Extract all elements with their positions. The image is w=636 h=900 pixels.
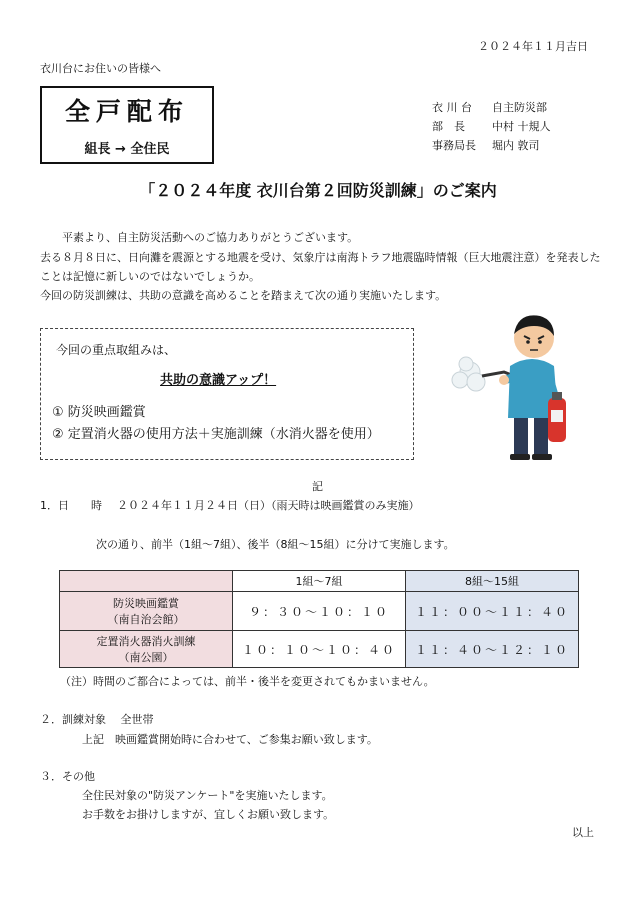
schedule-place: （南公園）: [118, 651, 174, 664]
schedule-second-time: １１：４０～１２：１０: [406, 631, 579, 668]
sender-role: 部 長: [432, 120, 465, 133]
schedule-header-blank: [60, 571, 233, 592]
sender-name: 中村 十規人: [492, 120, 551, 133]
sender-name: 自主防災部: [492, 101, 547, 114]
schedule-footnote: （注）時間のご都合によっては、前半・後半を変更されてもかまいません。: [60, 675, 435, 688]
section3-line: お手数をお掛けしますが、宜しくお願い致します。: [82, 808, 335, 821]
section2-detail: 上記 映画鑑賞開始時に合わせて、ご参集お願い致します。: [82, 733, 378, 746]
firefighting-person-illustration: [448, 296, 598, 464]
distribution-stamp: [40, 86, 214, 164]
focus-headline: 共助の意識アップ！: [160, 373, 277, 388]
focus-item: ② 定置消火器の使用方法＋実施訓練（水消火器を使用）: [52, 427, 380, 442]
sender-name: 堀内 敦司: [492, 139, 540, 152]
stamp-main: 全戸配布: [64, 97, 189, 126]
schedule-place: （南自治会館）: [107, 613, 185, 626]
sender-role: 事務局長: [432, 139, 476, 152]
schedule-event: 定置消火器消火訓練: [96, 635, 196, 648]
table-row: [60, 592, 579, 631]
section1-value: ２０２４年１１月２４日（日）（雨天時は映画鑑賞のみ実施）: [117, 499, 420, 512]
intro-line: 今回の防災訓練は、共助の意識を高めることを踏まえて次の通り実施いたします。: [40, 289, 447, 302]
sender-role: 衣 川 台: [432, 101, 472, 114]
document-title: 「２０２４年度 衣川台第２回防災訓練」のご案内: [139, 181, 497, 200]
intro-line: ことは記憶に新しいのではないでしょうか。: [40, 270, 260, 283]
section2-label: ２．訓練対象 全世帯: [40, 713, 154, 726]
schedule-first-time: １０：１０～１０：４０: [233, 631, 406, 668]
section3-line: 全住民対象の"防災アンケート"を実施いたします。: [82, 789, 333, 802]
stamp-sub: 組長 → 全住民: [84, 142, 170, 157]
schedule-event-cell: [60, 592, 233, 631]
schedule-first-time: ９：３０～１０：１０: [233, 592, 406, 631]
closing-mark: 以上: [572, 826, 594, 839]
schedule-event: 防災映画鑑賞: [113, 597, 179, 610]
intro-line: 平素より、自主防災活動へのご協力ありがとうございます。: [62, 231, 359, 244]
schedule-event-cell: [60, 631, 233, 668]
issue-date: ２０２４年１１月吉日: [478, 40, 588, 53]
schedule-header-second: 8組～15組: [406, 571, 579, 592]
ki-mark: 記: [312, 480, 323, 493]
section3-label: ３．その他: [40, 770, 95, 783]
section1-label: 1．日 時: [40, 499, 102, 512]
focus-lead: 今回の重点取組みは、: [56, 343, 177, 357]
intro-line: 去る８月８日に、日向灘を震源とする地震を受け、気象庁は南海トラフ地震臨時情報（巨大地震注意）を発表した: [40, 251, 601, 264]
schedule-second-time: １１：００～１１：４０: [406, 592, 579, 631]
schedule-header-first: 1組～7組: [233, 571, 406, 592]
table-row: [60, 631, 579, 668]
addressee: 衣川台にお住いの皆様へ: [40, 62, 161, 75]
section1-note: 次の通り、前半（1組～7組）、後半（8組～15組）に分けて実施します。: [96, 538, 455, 551]
schedule-table: [59, 570, 579, 668]
focus-item: ① 防災映画鑑賞: [52, 405, 146, 420]
